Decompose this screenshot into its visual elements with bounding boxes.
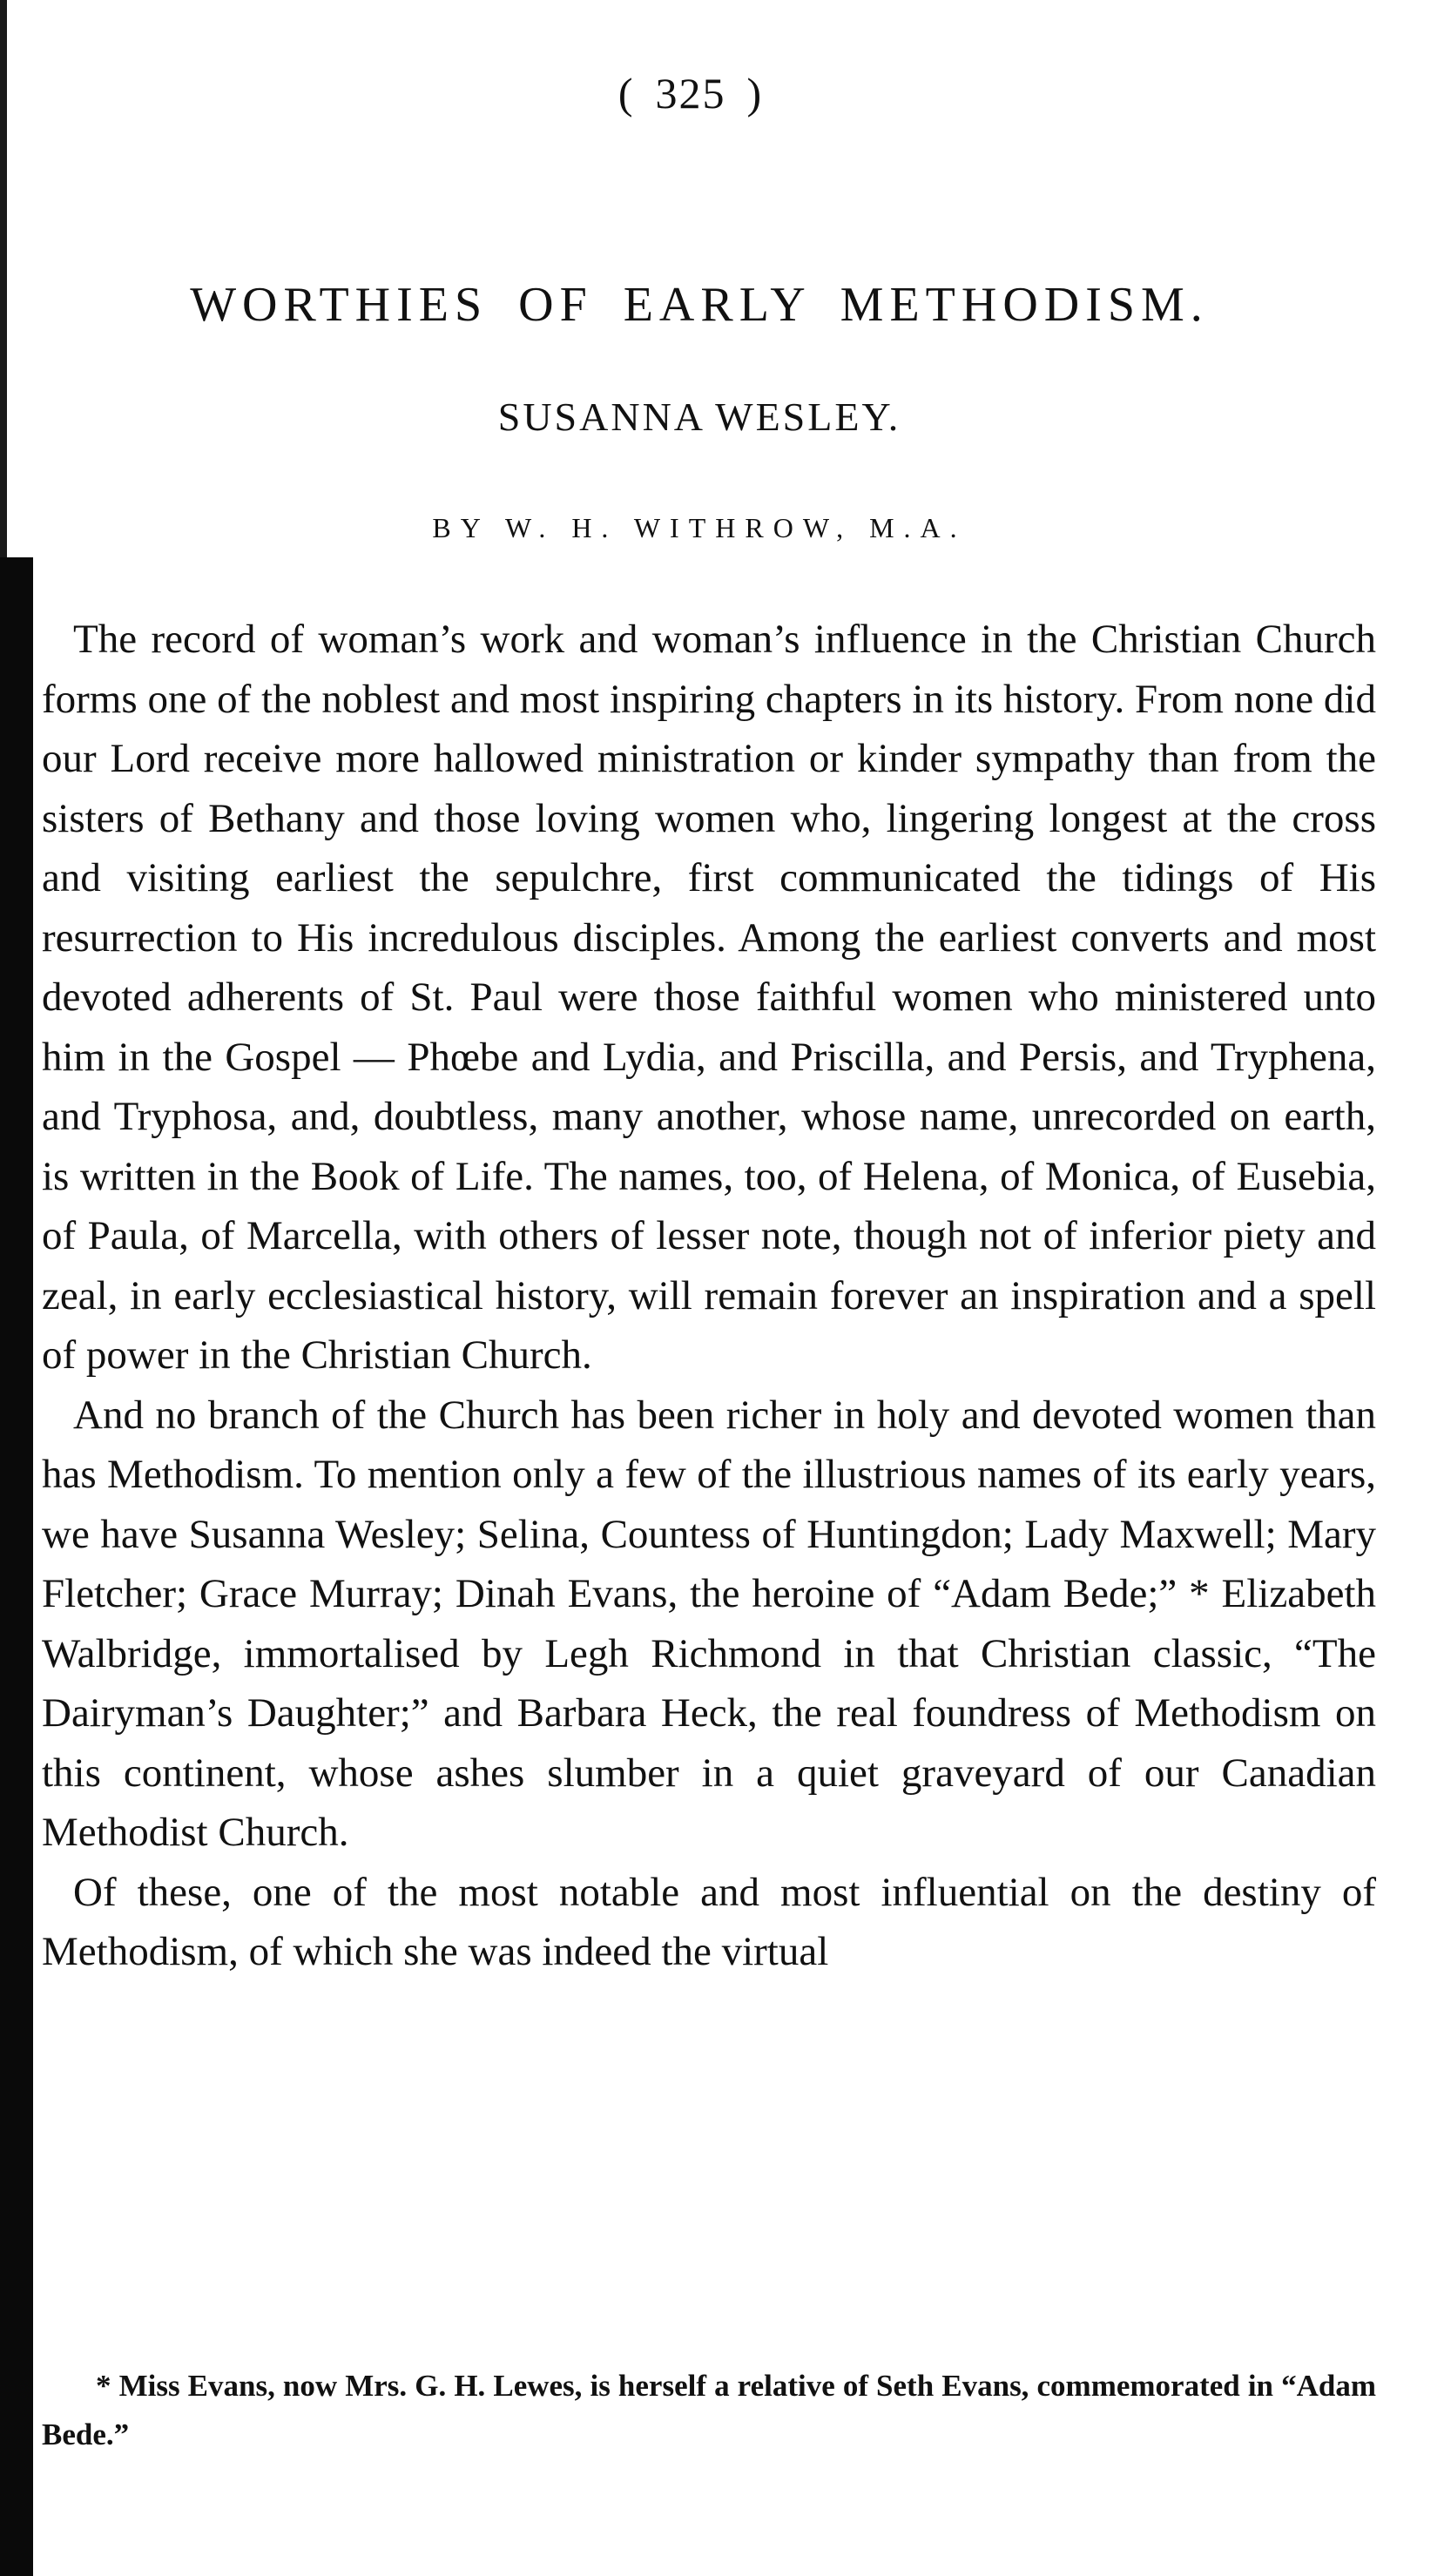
binding-shadow <box>0 557 33 2576</box>
book-page <box>42 0 1400 2576</box>
page-number-value: 325 <box>655 69 726 118</box>
paragraph-1: The record of woman’s work and woman’s influence in the Christian Church forms one of the noblest and most inspiring chapters in its history. From none did our Lord receive more hallowed ministration or kinder sympathy than from the sisters of Bethany and those loving women who, lingering longest at the cross and visiting earliest the sepulchre, first communicated the tidings of His resurrection to His incredulous disciples. Among the earliest converts and most devoted adherents of St. Paul were those faithful women who ministered unto him in the Gospel — Phœbe and Lydia, and Priscilla, and Persis, and Tryphena, and Tryphosa, and, doubtless, many another, whose name, unrecorded on earth, is written in the Book of Life. The names, too, of Helena, of Monica, of Eusebia, of Paula, of Marcella, with others of lesser note, though not of inferior piety and zeal, in early ecclesiastical history, will remain forever an inspiration and a spell of power in the Christian Church. <box>42 617 1376 1378</box>
footnote: * Miss Evans, now Mrs. G. H. Lewes, is herself a relative of Seth Evans, commemorated in “Adam Bede.” <box>42 2369 1376 2451</box>
binding-shadow-top <box>0 0 7 557</box>
paragraph-3: Of these, one of the most notable and most influential on the destiny of Methodism, of which she was indeed the virtual <box>42 1869 1376 1974</box>
article-title: WORTHIES OF EARLY METHODISM. <box>190 278 1209 332</box>
author-byline: BY W. H. WITHROW, M.A. <box>432 512 967 543</box>
paragraph-2: And no branch of the Church has been richer in holy and devoted women than has Methodism. To mention only a few of the illustrious names of its early years, we have Susanna Wesley; Selina, Countess of Huntingdon; Lady Maxwell; Mary Fletcher; Grace Murray; Dinah Evans, the heroine of “Adam Bede;” * Elizabeth Walbridge, immortalised by Legh Richmond in that Christian classic, “The Dairyman’s Daughter;” and Barbara Heck, the real foundress of Methodism on this continent, whose ashes slumber in a quiet graveyard of our Canadian Methodist Church. <box>42 1392 1376 1855</box>
article-body <box>42 610 1376 1982</box>
article-subtitle: SUSANNA WESLEY. <box>497 394 901 439</box>
close-paren: ) <box>746 69 764 118</box>
page-number <box>42 68 1339 118</box>
open-paren: ( <box>617 69 635 118</box>
